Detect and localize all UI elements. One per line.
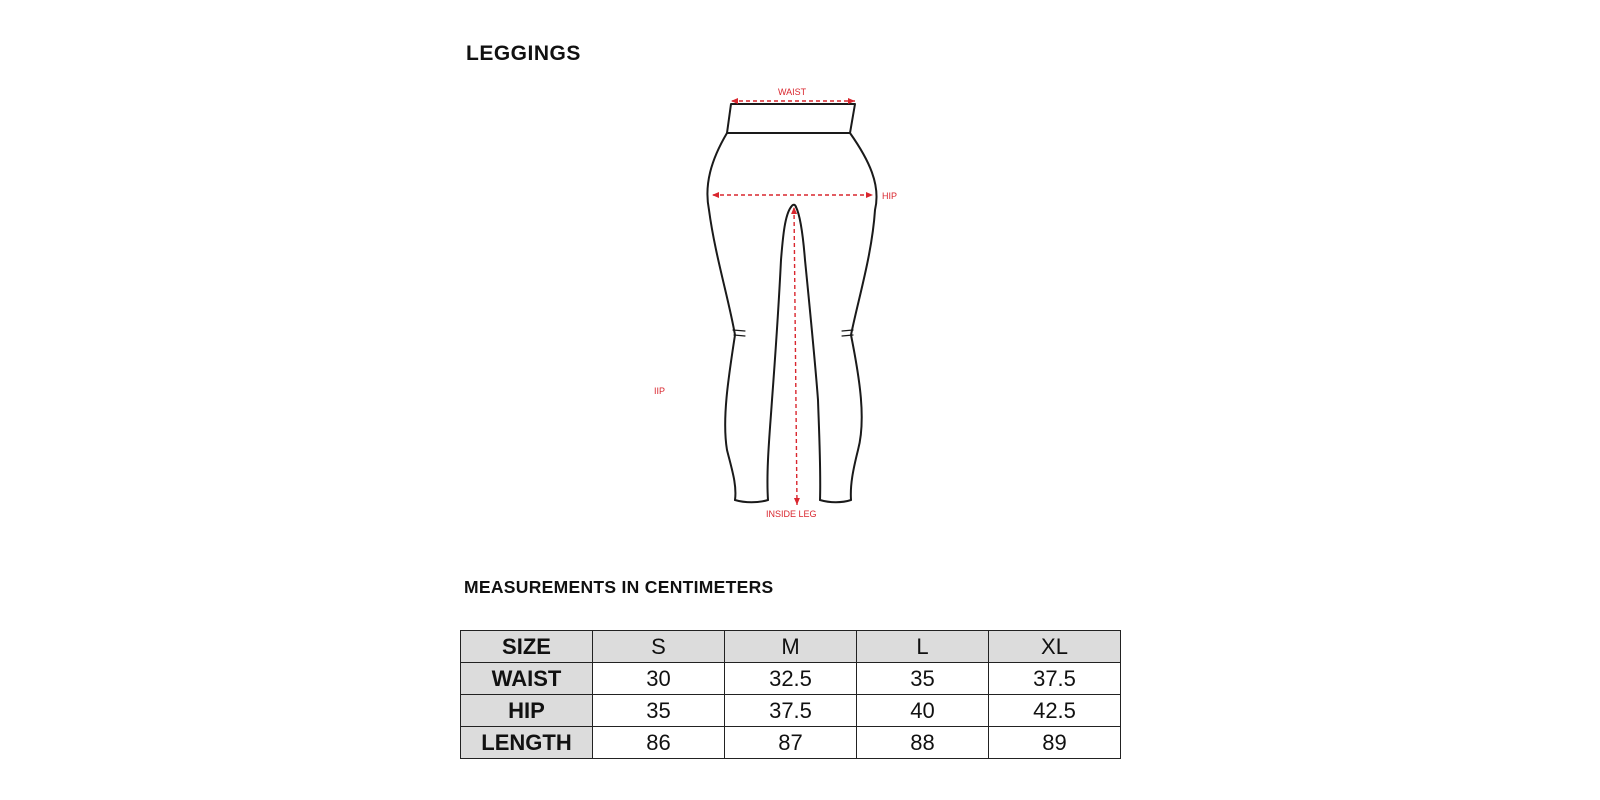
table-row — [461, 695, 1121, 727]
row-label: LENGTH — [461, 727, 593, 759]
measurement-guides — [713, 101, 873, 505]
table-cell: 37.5 — [725, 695, 857, 727]
table-cell: 32.5 — [725, 663, 857, 695]
page-title: LEGGINGS — [466, 42, 581, 65]
waist-label: WAIST — [778, 87, 807, 97]
table-cell: 40 — [857, 695, 989, 727]
hip-label: HIP — [882, 191, 898, 201]
row-label: HIP — [461, 695, 593, 727]
table-cell: 35 — [593, 695, 725, 727]
table-cell: 89 — [989, 727, 1121, 759]
size-header-label: SIZE — [461, 631, 593, 663]
table-cell: 30 — [593, 663, 725, 695]
table-cell: 87 — [725, 727, 857, 759]
table-cell: 35 — [857, 663, 989, 695]
table-cell: 37.5 — [989, 663, 1121, 695]
size-header-cell: L — [857, 631, 989, 663]
size-header-cell: XL — [989, 631, 1121, 663]
leggings-outline — [707, 104, 876, 502]
row-label: WAIST — [461, 663, 593, 695]
measurements-heading: MEASUREMENTS IN CENTIMETERS — [464, 577, 774, 597]
table-header-row — [461, 631, 1121, 663]
table-cell: 42.5 — [989, 695, 1121, 727]
table-row — [461, 663, 1121, 695]
size-header-cell: M — [725, 631, 857, 663]
stray-label: IIP — [654, 386, 666, 396]
table-cell: 86 — [593, 727, 725, 759]
inside-leg-arrow — [794, 208, 797, 505]
table-cell: 88 — [857, 727, 989, 759]
size-header-cell: S — [593, 631, 725, 663]
size-chart-table — [460, 630, 1121, 759]
inside-leg-label: INSIDE LEG — [766, 509, 817, 519]
table-row — [461, 727, 1121, 759]
